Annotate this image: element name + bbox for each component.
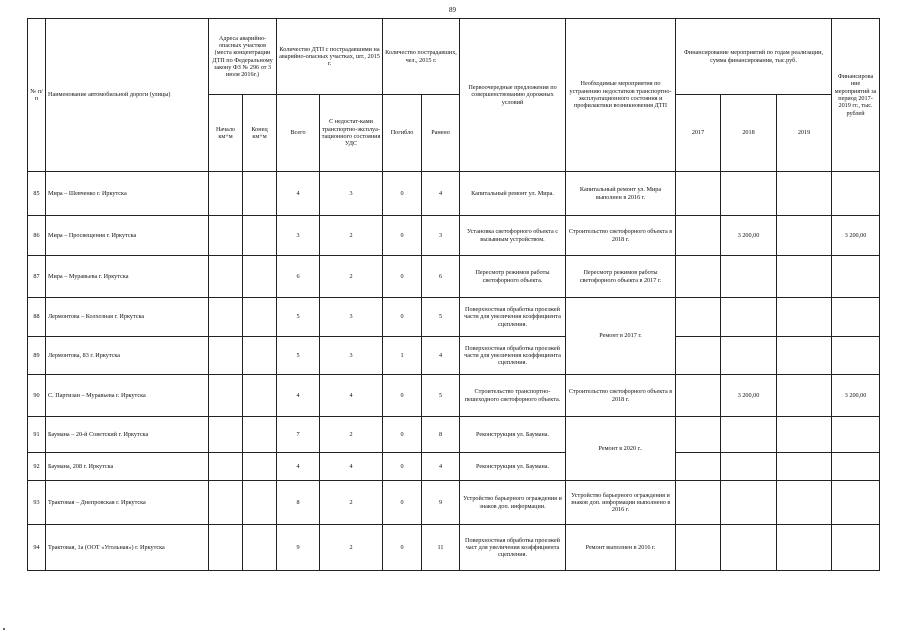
cell-2017 — [676, 453, 721, 481]
cell-total: 8 — [277, 481, 320, 525]
cell-fin-total — [832, 172, 880, 216]
cell-priority: Строительство транспортно- пешеходного светофорного объекта. — [460, 375, 566, 417]
cell-end — [243, 172, 277, 216]
cell-deficiency: 2 — [320, 525, 383, 571]
cell-fin-total — [832, 453, 880, 481]
header-deficiency: С недостат-ками транспортно-эксплуа-тационного состояния УДС — [320, 95, 383, 172]
cell-2019 — [777, 256, 832, 298]
header-2017: 2017 — [676, 95, 721, 172]
cell-priority: Поверхностная обработка проезжей части для увеличения коэффициента сцепления. — [460, 298, 566, 337]
cell-killed: 0 — [383, 256, 422, 298]
cell-priority: Реконструкция ул. Баумана. — [460, 417, 566, 453]
cell-2017 — [676, 337, 721, 375]
cell-road: Лермонтова, 83 г. Иркутска — [46, 337, 209, 375]
cell-start — [209, 216, 243, 256]
cell-measure: Ремонт выполнен в 2016 г. — [566, 525, 676, 571]
cell-injured: 3 — [422, 216, 460, 256]
cell-total: 3 — [277, 216, 320, 256]
header-financing: Финансирование мероприятий по годам реализации, сумма финансирования, тыс.руб. — [676, 19, 832, 95]
cell-2018: 3 200,00 — [721, 216, 777, 256]
cell-2017 — [676, 525, 721, 571]
cell-fin-total — [832, 337, 880, 375]
cell-fin-total — [832, 481, 880, 525]
cell-start — [209, 256, 243, 298]
table-row — [28, 298, 880, 337]
header-killed: Погибло — [383, 95, 422, 172]
cell-2017 — [676, 298, 721, 337]
cell-num: 93 — [28, 481, 46, 525]
header-fin-total: Финансирова ние мероприятий за период 2017-2019 гг., тыс. рублей — [832, 19, 880, 172]
cell-measure: Капитальный ремонт ул. Мира выполнен в 2016 г. — [566, 172, 676, 216]
cell-total: 5 — [277, 298, 320, 337]
cell-num: 86 — [28, 216, 46, 256]
cell-2018 — [721, 298, 777, 337]
cell-2019 — [777, 453, 832, 481]
cell-killed: 0 — [383, 481, 422, 525]
cell-2017 — [676, 172, 721, 216]
cell-start — [209, 453, 243, 481]
cell-killed: 0 — [383, 298, 422, 337]
cell-fin-total: 3 200,00 — [832, 216, 880, 256]
cell-end — [243, 525, 277, 571]
cell-measure: Пересмотр режимов работы светофорного объекта в 2017 г. — [566, 256, 676, 298]
cell-road: Мира – Муравьева г. Иркутска — [46, 256, 209, 298]
cell-total: 9 — [277, 525, 320, 571]
cell-end — [243, 216, 277, 256]
cell-2019 — [777, 481, 832, 525]
cell-injured: 5 — [422, 298, 460, 337]
cell-killed: 0 — [383, 216, 422, 256]
header-num: № п/п — [28, 19, 46, 172]
table-row — [28, 525, 880, 571]
cell-road: Трактовая – Днепровская г. Иркутска — [46, 481, 209, 525]
cell-fin-total — [832, 256, 880, 298]
table-row — [28, 216, 880, 256]
cell-road: Лермонтова – Колхозная г. Иркутска — [46, 298, 209, 337]
cell-deficiency: 3 — [320, 337, 383, 375]
cell-2018 — [721, 417, 777, 453]
cell-2018 — [721, 453, 777, 481]
cell-fin-total — [832, 525, 880, 571]
cell-2018 — [721, 337, 777, 375]
cell-2019 — [777, 525, 832, 571]
road-safety-table — [27, 18, 880, 571]
cell-2018 — [721, 172, 777, 216]
cell-start — [209, 375, 243, 417]
scan-dot — [3, 628, 5, 630]
cell-fin-total: 3 200,00 — [832, 375, 880, 417]
page-number: 89 — [449, 6, 456, 14]
cell-deficiency: 2 — [320, 417, 383, 453]
cell-deficiency: 3 — [320, 298, 383, 337]
cell-end — [243, 481, 277, 525]
cell-num: 87 — [28, 256, 46, 298]
cell-num: 92 — [28, 453, 46, 481]
cell-measure: Строительство светофорного объекта в 2018 г. — [566, 375, 676, 417]
cell-end — [243, 453, 277, 481]
cell-deficiency: 4 — [320, 375, 383, 417]
cell-start — [209, 417, 243, 453]
cell-end — [243, 337, 277, 375]
cell-road: Баумана, 208 г. Иркутска — [46, 453, 209, 481]
cell-2018 — [721, 481, 777, 525]
cell-start — [209, 481, 243, 525]
cell-deficiency: 4 — [320, 453, 383, 481]
cell-road: Баумана – 20-й Советский г. Иркутска — [46, 417, 209, 453]
cell-injured: 4 — [422, 453, 460, 481]
header-2019: 2019 — [777, 95, 832, 172]
table-row — [28, 453, 880, 481]
header-road: Наименование автомобильной дороги (улицы) — [46, 19, 209, 172]
cell-fin-total — [832, 298, 880, 337]
table-row — [28, 375, 880, 417]
cell-total: 5 — [277, 337, 320, 375]
cell-total: 4 — [277, 172, 320, 216]
cell-end — [243, 375, 277, 417]
cell-killed: 0 — [383, 172, 422, 216]
cell-total: 6 — [277, 256, 320, 298]
cell-2017 — [676, 481, 721, 525]
cell-killed: 0 — [383, 375, 422, 417]
table-row — [28, 417, 880, 453]
cell-start — [209, 298, 243, 337]
cell-2017 — [676, 216, 721, 256]
cell-measure: Устройство барьерного ограждения и знаков доп. информации выполнено в 2016 г. — [566, 481, 676, 525]
cell-2019 — [777, 298, 832, 337]
header-end: Конец км+м — [243, 95, 277, 172]
cell-killed: 0 — [383, 525, 422, 571]
header-measures: Необходимые мероприятия по устранению недостатков транспортно-эксплуатационного состояния и профилактики возникновения ДТП — [566, 19, 676, 172]
cell-num: 88 — [28, 298, 46, 337]
cell-priority: Капитальный ремонт ул. Мира. — [460, 172, 566, 216]
cell-priority: Установка светофорного объекта с вызывным устройством. — [460, 216, 566, 256]
cell-2018: 3 200,00 — [721, 375, 777, 417]
cell-num: 94 — [28, 525, 46, 571]
cell-priority: Пересмотр режимов работы светофорного объекта. — [460, 256, 566, 298]
cell-priority: Устройство барьерного ограждения и знаков доп. информации. — [460, 481, 566, 525]
cell-priority: Поверхностная обработка проезжей части для увеличения коэффициента сцепления. — [460, 337, 566, 375]
cell-priority: Реконструкция ул. Баумана. — [460, 453, 566, 481]
cell-measure: Строительство светофорного объекта в 2018 г. — [566, 216, 676, 256]
cell-killed: 0 — [383, 417, 422, 453]
header-total: Всего — [277, 95, 320, 172]
cell-2017 — [676, 417, 721, 453]
cell-end — [243, 417, 277, 453]
header-injured: Ранено — [422, 95, 460, 172]
header-2018: 2018 — [721, 95, 777, 172]
cell-injured: 8 — [422, 417, 460, 453]
cell-injured: 11 — [422, 525, 460, 571]
cell-injured: 9 — [422, 481, 460, 525]
cell-measure-merged: Ремонт в 2020 г.. — [566, 417, 676, 481]
cell-total: 4 — [277, 375, 320, 417]
cell-killed: 1 — [383, 337, 422, 375]
table-row — [28, 481, 880, 525]
cell-deficiency: 3 — [320, 172, 383, 216]
cell-total: 4 — [277, 453, 320, 481]
cell-total: 7 — [277, 417, 320, 453]
cell-injured: 5 — [422, 375, 460, 417]
cell-deficiency: 2 — [320, 481, 383, 525]
cell-2019 — [777, 417, 832, 453]
cell-2017 — [676, 375, 721, 417]
cell-priority: Поверхностная обработка проезжей част для увеличения коэффициента сцепления. — [460, 525, 566, 571]
cell-2019 — [777, 337, 832, 375]
cell-2019 — [777, 375, 832, 417]
cell-start — [209, 172, 243, 216]
cell-injured: 4 — [422, 337, 460, 375]
cell-road: Мира – Просвещения г. Иркутска — [46, 216, 209, 256]
table-row — [28, 256, 880, 298]
cell-start — [209, 525, 243, 571]
cell-injured: 4 — [422, 172, 460, 216]
cell-road: Трактовая, 1а (ООТ «Угольная») г. Иркутска — [46, 525, 209, 571]
cell-measure-merged: Ремонт в 2017 г. — [566, 298, 676, 375]
cell-2018 — [721, 525, 777, 571]
cell-fin-total — [832, 417, 880, 453]
cell-deficiency: 2 — [320, 216, 383, 256]
header-victims: Количество пострадавших, чел., 2015 г. — [383, 19, 460, 95]
cell-end — [243, 298, 277, 337]
cell-start — [209, 337, 243, 375]
header-dtp-count: Количество ДТП с пострадавшими на аварийно-опасных участках, шт., 2015 г. — [277, 19, 383, 95]
cell-injured: 6 — [422, 256, 460, 298]
cell-num: 91 — [28, 417, 46, 453]
table-row — [28, 172, 880, 216]
cell-end — [243, 256, 277, 298]
cell-road: Мира – Шевченко г. Иркутска — [46, 172, 209, 216]
cell-2017 — [676, 256, 721, 298]
cell-killed: 0 — [383, 453, 422, 481]
cell-num: 85 — [28, 172, 46, 216]
header-priority: Первоочередные предложения по совершенствованию дорожных условий — [460, 19, 566, 172]
cell-road: С. Партизан – Муравьева г. Иркутска — [46, 375, 209, 417]
table-row — [28, 337, 880, 375]
cell-2019 — [777, 216, 832, 256]
cell-num: 89 — [28, 337, 46, 375]
cell-2018 — [721, 256, 777, 298]
header-start: Начало км+м — [209, 95, 243, 172]
cell-num: 90 — [28, 375, 46, 417]
header-addresses: Адреса аварийно-опасных участков (места концентрации ДТП по Федеральному закону ФЗ № 296 от 3 июля 2016г.) — [209, 19, 277, 95]
cell-deficiency: 2 — [320, 256, 383, 298]
cell-2019 — [777, 172, 832, 216]
